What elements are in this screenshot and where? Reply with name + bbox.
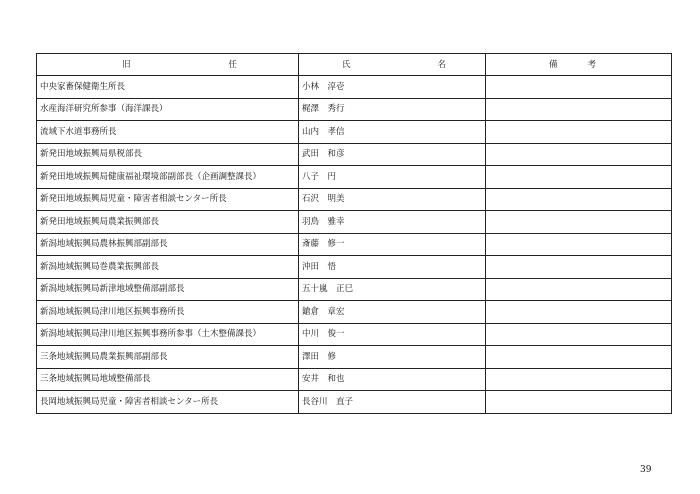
header-remarks-char-2: 考 (587, 59, 596, 70)
cell-name: 八子 円 (299, 166, 486, 189)
cell-old-post: 新発田地域振興局農業振興部長 (37, 211, 299, 234)
table-body (37, 76, 672, 414)
table-row (37, 391, 672, 414)
cell-old-post: 新発田地域振興局児童・障害者相談センター所長 (37, 188, 299, 211)
table-row (37, 346, 672, 369)
table-row (37, 211, 672, 234)
cell-name: 沖田 悟 (299, 256, 486, 279)
cell-old-post: 中央家畜保健衛生所長 (37, 76, 299, 99)
cell-remarks (486, 368, 672, 391)
table-row (37, 166, 672, 189)
cell-name: 武田 和彦 (299, 143, 486, 166)
table-row (37, 323, 672, 346)
cell-name: 斎藤 修一 (299, 233, 486, 256)
cell-name: 羽鳥 雅幸 (299, 211, 486, 234)
table-row (37, 188, 672, 211)
cell-old-post: 水産海洋研究所参事（海洋課長） (37, 98, 299, 121)
table-row (37, 301, 672, 324)
cell-name: 鎗倉 章宏 (299, 301, 486, 324)
header-name-char-1: 氏 (342, 59, 351, 70)
cell-old-post: 新潟地域振興局新津地域整備部副部長 (37, 278, 299, 301)
header-name-char-2: 名 (437, 59, 446, 70)
cell-remarks (486, 76, 672, 99)
table-row (37, 143, 672, 166)
page-number: 39 (640, 465, 652, 475)
personnel-table (36, 53, 672, 414)
table-row (37, 278, 672, 301)
header-remarks (486, 54, 672, 76)
header-old-post-char-2: 任 (228, 59, 237, 70)
table-row (37, 368, 672, 391)
cell-old-post: 流域下水道事務所長 (37, 121, 299, 144)
cell-remarks (486, 98, 672, 121)
cell-remarks (486, 166, 672, 189)
cell-old-post: 新発田地域振興局健康福祉環境部副部長（企画調整課長） (37, 166, 299, 189)
table-row (37, 121, 672, 144)
cell-remarks (486, 301, 672, 324)
cell-old-post: 三条地域振興局農業振興部副部長 (37, 346, 299, 369)
header-name (299, 54, 486, 76)
cell-remarks (486, 188, 672, 211)
cell-name: 安井 和也 (299, 368, 486, 391)
cell-remarks (486, 143, 672, 166)
table-row (37, 76, 672, 99)
cell-remarks (486, 121, 672, 144)
cell-name: 小林 淳壱 (299, 76, 486, 99)
cell-remarks (486, 211, 672, 234)
cell-remarks (486, 233, 672, 256)
table-header-row (37, 54, 672, 76)
cell-old-post: 三条地域振興局地域整備部長 (37, 368, 299, 391)
cell-name: 長谷川 直子 (299, 391, 486, 414)
cell-old-post: 長岡地域振興局児童・障害者相談センター所長 (37, 391, 299, 414)
cell-name: 澤田 修 (299, 346, 486, 369)
cell-remarks (486, 323, 672, 346)
cell-name: 五十嵐 正巳 (299, 278, 486, 301)
cell-old-post: 新潟地域振興局巻農業振興部長 (37, 256, 299, 279)
cell-old-post: 新潟地域振興局津川地区振興事務所参事（土木整備課長） (37, 323, 299, 346)
cell-remarks (486, 391, 672, 414)
header-old-post (37, 54, 299, 76)
header-remarks-char-1: 備 (549, 59, 558, 70)
cell-name: 梶澤 秀行 (299, 98, 486, 121)
table-row (37, 233, 672, 256)
cell-remarks (486, 278, 672, 301)
cell-name: 山内 孝信 (299, 121, 486, 144)
cell-old-post: 新発田地域振興局県税部長 (37, 143, 299, 166)
cell-name: 中川 俊一 (299, 323, 486, 346)
cell-old-post: 新潟地域振興局津川地区振興事務所長 (37, 301, 299, 324)
cell-old-post: 新潟地域振興局農林振興部副部長 (37, 233, 299, 256)
cell-remarks (486, 256, 672, 279)
table-row (37, 256, 672, 279)
cell-remarks (486, 346, 672, 369)
table-row (37, 98, 672, 121)
header-old-post-char-1: 旧 (122, 59, 131, 70)
cell-name: 石沢 明美 (299, 188, 486, 211)
